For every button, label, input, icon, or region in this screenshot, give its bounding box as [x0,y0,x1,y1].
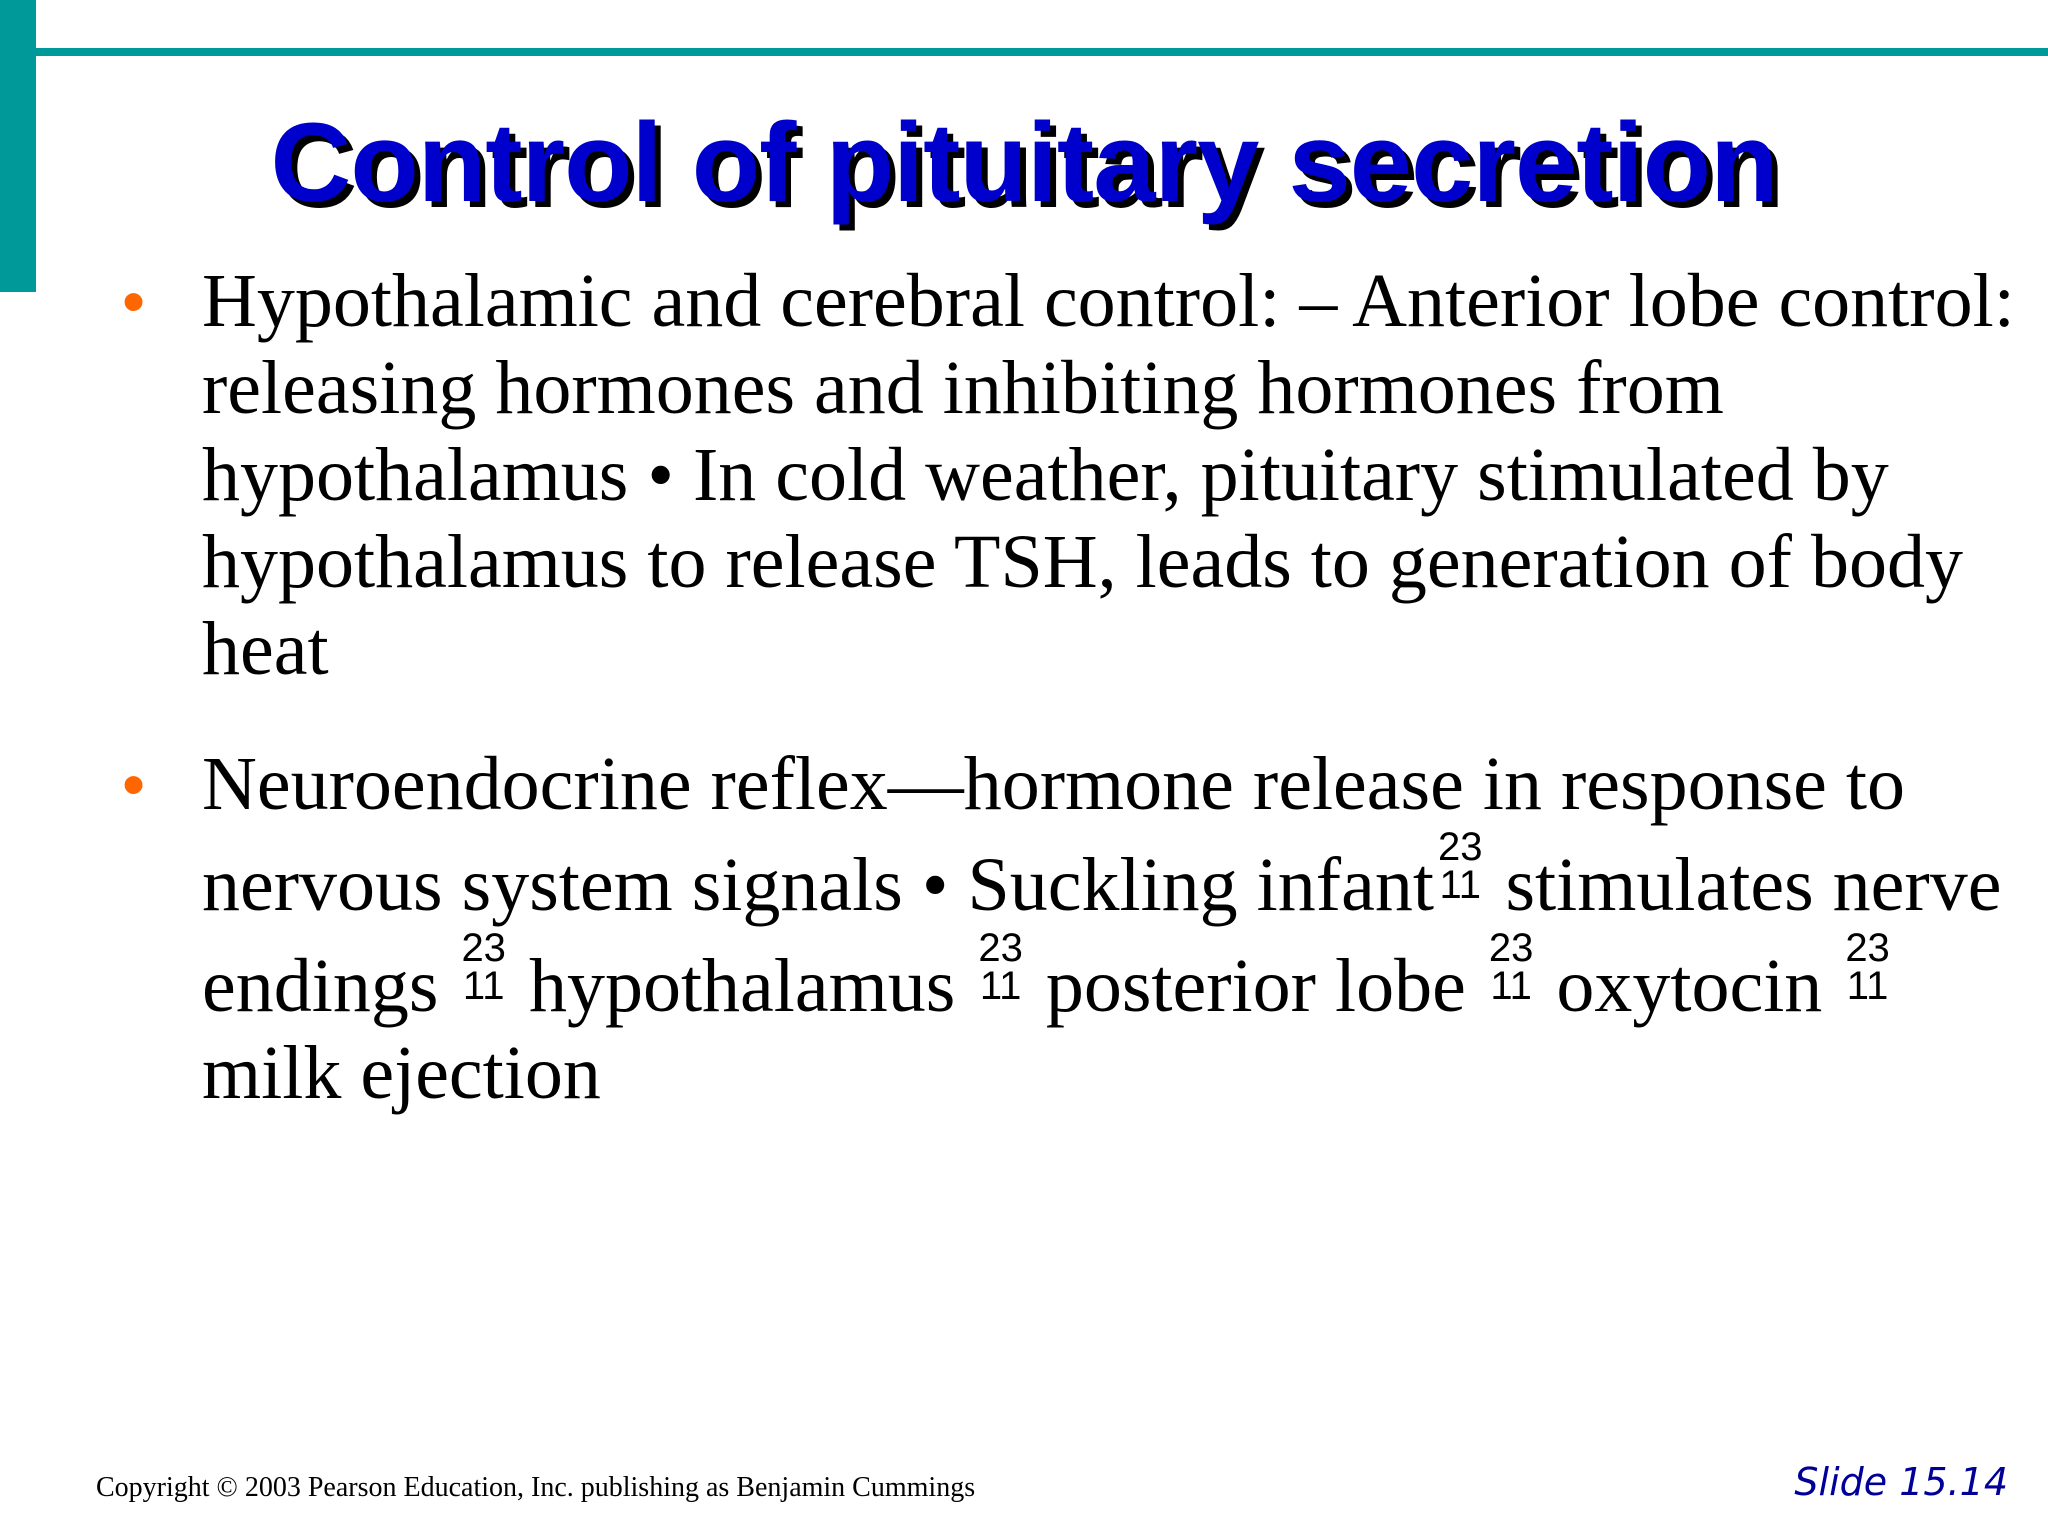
glyph-bottom: 11 [1846,964,1889,1008]
bullet-item-hypothalamic-control [122,258,2022,693]
slide-number: Slide 15.14 [1794,1460,2008,1504]
glyph-bottom: 11 [1439,863,1481,907]
bullet-text-segment: posterior lobe [1026,944,1485,1028]
glyph-top: 23 [1437,825,1483,869]
glyph-top: 23 [978,926,1023,970]
bullet-item-neuroendocrine-reflex [122,741,2022,1117]
arrow-glyph-icon [978,926,1023,1008]
arrow-glyph-icon [461,926,506,1008]
arrow-glyph-icon [1488,926,1534,1008]
glyph-top: 23 [461,926,506,970]
bullet-text-segment: hypothalamus [509,944,975,1028]
bullet-text: Hypothalamic and cerebral control: – Anterior lobe control: releasing hormones and inhibiting hormones from hypothalamus • In cold weather, pituitary stimulated by hypothalamus to release TSH, leads to generation of body heat [202,259,2015,691]
glyph-bottom: 11 [462,964,505,1008]
bullet-list [122,258,2022,1117]
accent-line [36,48,2048,56]
arrow-glyph-icon [1845,926,1890,1008]
slide-title: Control of pituitary secretion [270,100,1778,225]
bullet-text-segment: Neuroendocrine reflex—hormone release in response to nervous system signals • Suckling infant [202,742,1905,927]
arrow-glyph-icon [1437,825,1483,907]
bullet-text-segment: milk ejection [202,1031,601,1115]
bullet-dot-icon: • [122,747,146,821]
bullet-dot-icon: • [122,264,146,338]
bullet-text-segment: oxytocin [1537,944,1842,1028]
glyph-top: 23 [1488,926,1534,970]
glyph-top: 23 [1845,926,1890,970]
glyph-bottom: 11 [1490,964,1532,1008]
glyph-bottom: 11 [979,964,1022,1008]
bullet-text-segment: stimulates nerve endings [202,843,2002,1028]
copyright-notice: Copyright © 2003 Pearson Education, Inc. publishing as Benjamin Cummings [96,1472,976,1503]
